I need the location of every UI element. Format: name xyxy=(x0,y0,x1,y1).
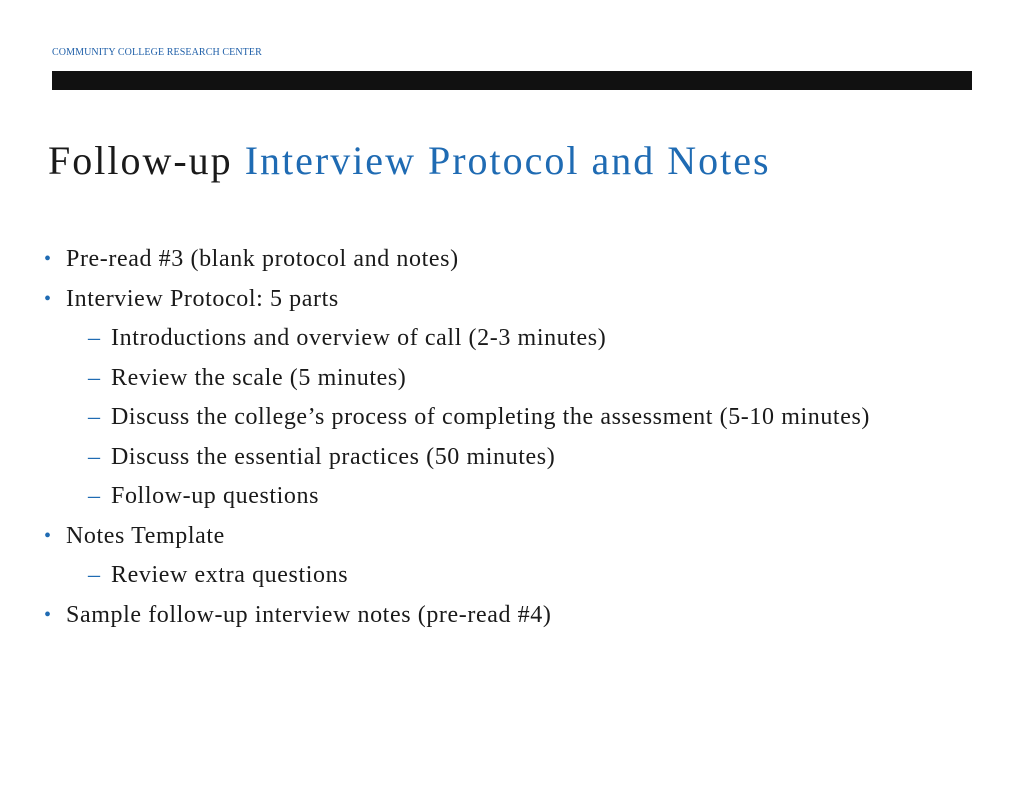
sub-bullet-text: Follow-up questions xyxy=(111,483,320,509)
sub-bullet-text: Discuss the essential practices (50 minutes) xyxy=(111,443,556,470)
sub-bullet-marker: – xyxy=(88,404,101,430)
sub-bullet-marker: – xyxy=(88,562,101,588)
sub-bullet-marker: – xyxy=(88,325,101,351)
sub-bullet-marker: – xyxy=(88,443,101,470)
title-main: Follow-up xyxy=(48,138,233,183)
slide-title xyxy=(48,136,771,186)
sub-bullet-item xyxy=(44,480,891,513)
header-bar xyxy=(52,71,972,90)
sub-bullet-text: Introductions and overview of call (2-3 minutes) xyxy=(111,325,607,351)
sub-bullet-item xyxy=(44,322,891,355)
title-accent: Interview Protocol and Notes xyxy=(244,138,771,183)
sub-bullet-item xyxy=(44,559,891,592)
sub-bullet-marker: – xyxy=(88,483,101,509)
bullet-item xyxy=(44,243,924,276)
bullet-marker: • xyxy=(44,287,52,310)
bullet-item xyxy=(44,599,924,632)
sub-bullet-text: Review the scale (5 minutes) xyxy=(111,364,407,391)
bullet-marker: • xyxy=(44,524,52,547)
org-name: COMMUNITY COLLEGE RESEARCH CENTER xyxy=(52,47,262,58)
sub-bullet-item xyxy=(44,401,891,434)
bullet-text: Interview Protocol: 5 parts xyxy=(66,285,339,312)
bullet-text: Notes Template xyxy=(66,522,225,549)
bullet-text: Pre-read #3 (blank protocol and notes) xyxy=(66,246,459,272)
bullet-list xyxy=(44,243,924,638)
bullet-text: Sample follow-up interview notes (pre-read #4) xyxy=(66,601,552,628)
sub-bullet-marker: – xyxy=(88,364,101,391)
bullet-marker: • xyxy=(44,248,52,270)
sub-bullet-text: Review extra questions xyxy=(111,562,349,588)
bullet-item xyxy=(44,520,924,553)
bullet-marker: • xyxy=(44,603,52,626)
sub-bullet-item xyxy=(44,362,891,395)
sub-bullet-item xyxy=(44,441,891,474)
bullet-item xyxy=(44,283,924,316)
sub-bullet-text: Discuss the college’s process of completing the assessment (5-10 minutes) xyxy=(111,404,870,430)
